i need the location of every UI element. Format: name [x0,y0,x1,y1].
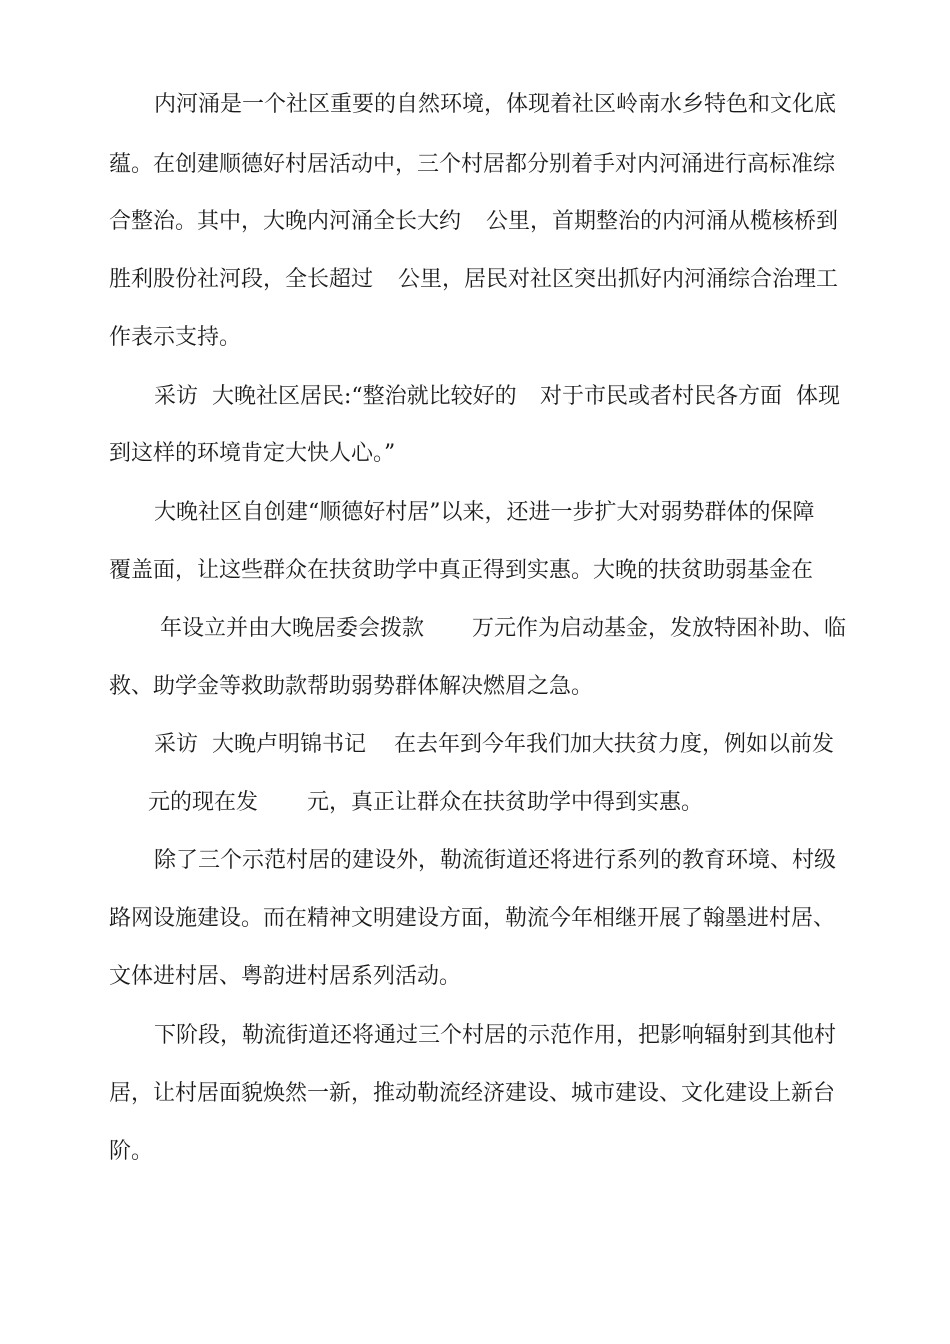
p6-line-2 [0,1074,950,1114]
p2-line-2-text: 到这样的环境肯定大快人心。” [109,441,396,466]
p6-line-3 [0,1132,950,1172]
p5-line-1-text: 除了三个示范村居的建设外，勒流街道还将进行系列的教育环境、村级 [154,848,837,873]
p1-line-3-text-b: 公里，首期整治的内河涌从榄核桥到 [486,209,839,234]
p3-line-3-text-a: 年设立并由大晚居委会拨款 [160,616,425,641]
p3-line-4 [0,667,950,707]
p2-line-1-text-d: 体现 [796,384,841,409]
p1-line-1 [0,85,950,125]
p5-line-2 [0,899,950,939]
p2-line-1 [0,377,950,417]
p6-line-2-text: 居，让村居面貌焕然一新，推动勒流经济建设、城市建设、文化建设上新台 [109,1081,836,1106]
p3-line-2 [0,551,950,591]
p1-line-5 [0,318,950,358]
p2-line-2 [0,434,950,474]
p4-line-1-text-c: 在去年到今年我们加大扶贫力度，例如以前发 [394,732,835,757]
p1-line-3-text-a: 合整治。其中，大晚内河涌全长大约 [109,209,462,234]
p1-line-5-text: 作表示支持。 [109,325,242,350]
p1-line-2-text: 蕴。在创建顺德好村居活动中，三个村居都分别着手对内河涌进行高标准综 [109,152,836,177]
p6-line-1-text: 下阶段，勒流街道还将通过三个村居的示范作用，把影响辐射到其他村 [154,1023,837,1048]
p4-line-1-text-b: 大晚卢明锦书记 [212,732,367,757]
p4-line-1-text-a: 采访 [154,732,199,757]
p3-line-4-text: 救、助学金等救助款帮助弱势群体解决燃眉之急。 [109,674,594,699]
p5-line-2-text: 路网设施建设。而在精神文明建设方面，勒流今年相继开展了翰墨进村居、 [109,906,836,931]
p2-line-1-text-a: 采访 [154,384,199,409]
p1-line-4 [0,260,950,300]
p2-line-1-text-b: 大晚社区居民:“整治就比较好的 [212,384,517,409]
p3-line-2-text: 覆盖面，让这些群众在扶贫助学中真正得到实惠。大晚的扶贫助弱基金在 [109,558,814,583]
p1-line-4-text-b: 公里，居民对社区突出抓好内河涌综合治理工 [398,267,839,292]
p6-line-3-text: 阶。 [109,1139,154,1164]
p5-line-3 [0,957,950,997]
p1-line-2 [0,145,950,185]
p4-line-2 [0,783,950,823]
p1-line-3 [0,202,950,242]
p4-line-1 [0,725,950,765]
p4-line-2-text-a: 元的现在发 [148,790,259,815]
p3-line-3-text-b: 万元作为启动基金，发放特困补助、临 [472,616,847,641]
p6-line-1 [0,1016,950,1056]
p3-line-1-text: 大晚社区自创建“顺德好村居”以来，还进一步扩大对弱势群体的保障 [154,500,815,525]
p4-line-2-text-b: 元，真正让群众在扶贫助学中得到实惠。 [307,790,704,815]
p3-line-1 [0,493,950,533]
p5-line-1 [0,841,950,881]
p3-line-3 [0,609,950,649]
p5-line-3-text: 文体进村居、粤韵进村居系列活动。 [109,964,462,989]
p1-line-1-text: 内河涌是一个社区重要的自然环境，体现着社区岭南水乡特色和文化底 [154,92,837,117]
p2-line-1-text-c: 对于市民或者村民各方面 [540,384,783,409]
p1-line-4-text-a: 胜利股份社河段，全长超过 [109,267,374,292]
